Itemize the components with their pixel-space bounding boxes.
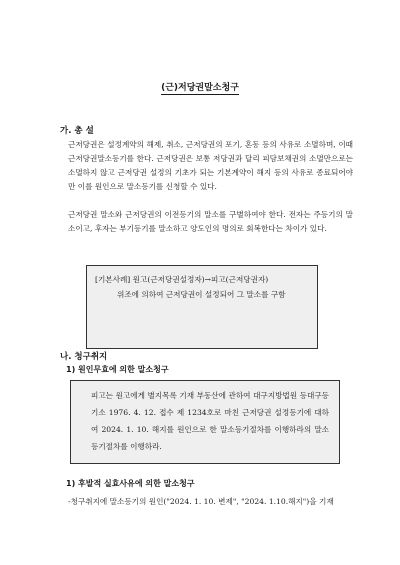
section-heading-claim: 나. 청구취지: [60, 352, 108, 362]
claim-example-text: 피고는 원고에게 별지목록 기재 부동산에 관하여 대구지방법원 등대구등기소 1976. 4. 12. 접수 제 1234호로 마친 근저당권 설정등기에 대하여 2024. 1. 10. 해지를 원인으로 한 말소등기절차를 이행하라의 말소등기절차를 이행하라.: [91, 391, 329, 451]
overview-paragraph-1: 근저당권은 설정계약의 해제, 취소, 근저당권의 포기, 혼동 등의 사유로 소멸하며, 이때 근저당권말소등기를 한다. 근저당권은 보통 저당권과 달리 피담보채권의 소멸만으로는 소멸하지 않고 근저당권 설정의 기초가 되는 기본계약이 해지 등의 사유로 종료되어야만 이를 원인으로 말소등기를 신청할 수 있다.: [68, 140, 353, 191]
claim-note-line: -청구취지에 말소등기의 원인("2024. 1. 10. 변제", "2024. 1.10.해지")을 기재: [68, 497, 334, 506]
claim-example-box: [70, 380, 340, 464]
document-title: [0, 80, 400, 93]
basic-case-content: 위조에 의하여 근저당권이 설정되어 그 말소를 구함: [117, 290, 286, 299]
overview-paragraph-2: 근저당권 말소와 근저당권의 이전등기의 말소를 구별하여야 한다. 전자는 주등기의 말소이고, 후자는 부기등기를 말소하고 양도인의 명의로 회복한다는 차이가 있다.: [68, 210, 353, 233]
document-title-text: (근)저당권말소청구: [161, 83, 239, 93]
section-heading-overview: 가. 총 설: [60, 126, 94, 136]
basic-case-label: [기본사례] 원고(근저당권설정자)→피고(근저당권자): [95, 275, 269, 284]
subsection-heading-subsequent-cause: 1) 후발적 실효사유에 의한 말소청구: [66, 479, 195, 488]
basic-case-box: [86, 265, 318, 349]
subsection-heading-invalid-cause: 1) 원인무효에 의한 말소청구: [66, 365, 169, 374]
